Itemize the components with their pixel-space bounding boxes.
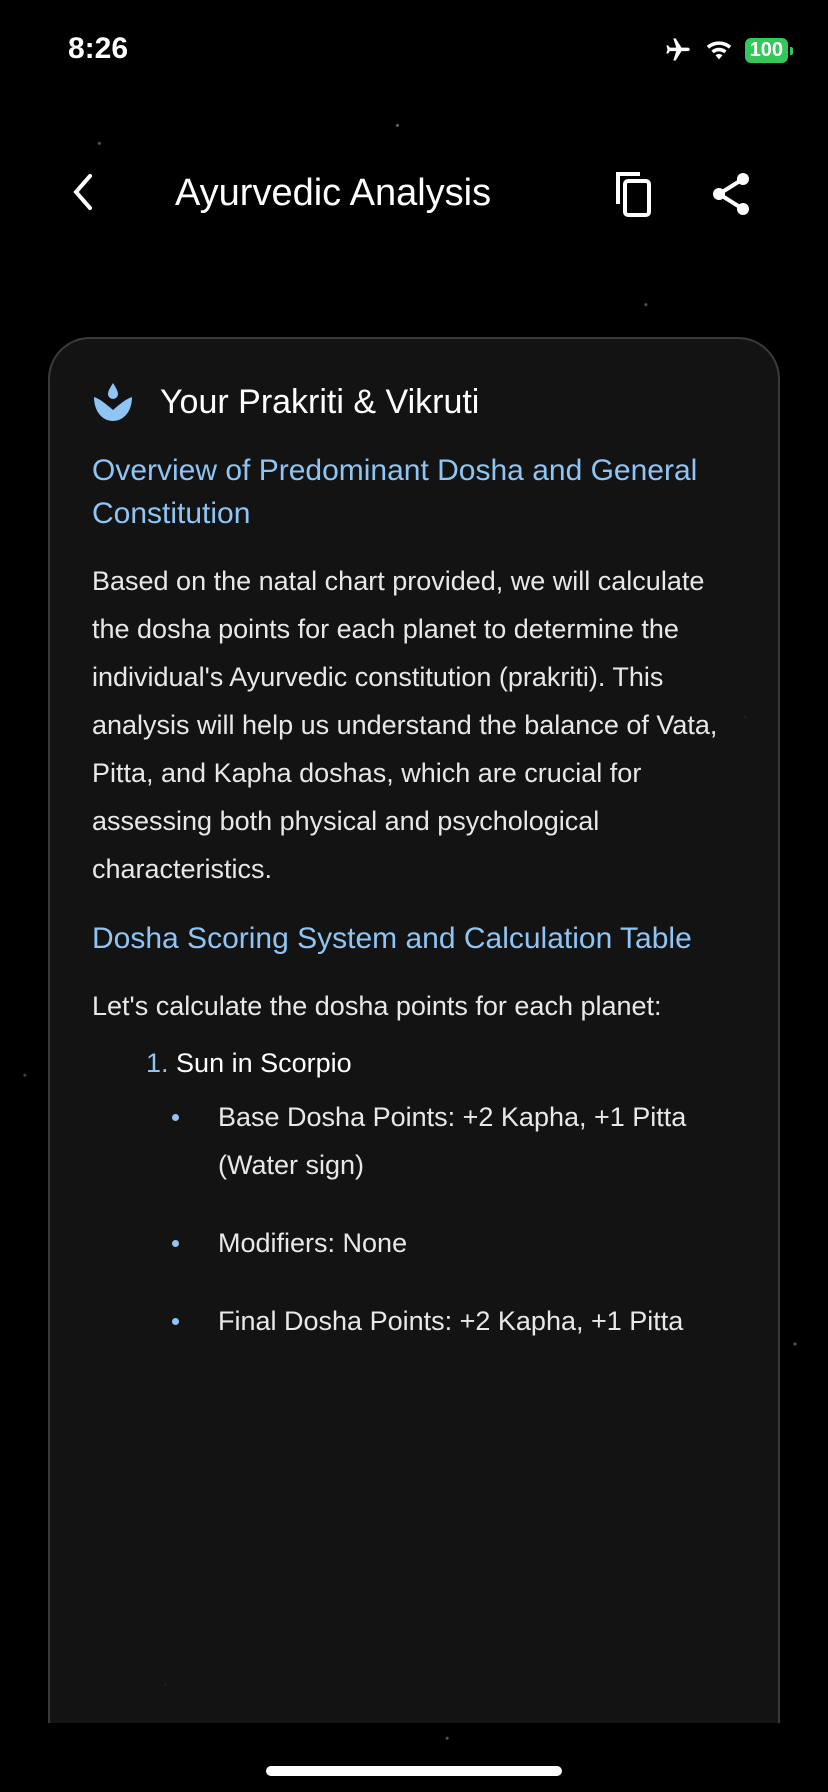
nav-bar xyxy=(0,160,828,224)
status-bar xyxy=(0,30,828,70)
share-button[interactable] xyxy=(710,170,754,223)
bullet-item: Modifiers: None xyxy=(162,1219,738,1267)
analysis-card xyxy=(48,337,780,1723)
bullet-item: Final Dosha Points: +2 Kapha, +1 Pitta xyxy=(162,1297,738,1345)
list-item xyxy=(146,1048,738,1079)
bullet-item: Base Dosha Points: +2 Kapha, +1 Pitta (Water sign) xyxy=(162,1093,738,1189)
share-icon xyxy=(710,170,754,218)
airplane-icon xyxy=(663,36,693,64)
battery-indicator: 100 xyxy=(745,38,788,63)
overview-paragraph: Based on the natal chart provided, we will calculate the dosha points for each planet to determine the individual's Ayurvedic constitution (prakriti). This analysis will help us understand the balance of Vata, Pitta, and Kapha doshas, which are crucial for assessing both physical and psychological characteristics. xyxy=(92,566,718,884)
home-indicator[interactable] xyxy=(266,1766,562,1776)
list-number: 1. xyxy=(146,1048,169,1078)
copy-button[interactable] xyxy=(612,170,656,223)
section-heading-overview: Overview of Predominant Dosha and General Constitution xyxy=(92,454,698,530)
card-title: Your Prakriti & Vikruti xyxy=(160,382,480,421)
copy-icon xyxy=(612,170,656,218)
lotus-icon xyxy=(92,381,134,423)
chevron-left-icon xyxy=(62,168,102,216)
back-button[interactable] xyxy=(62,168,102,216)
section-heading-scoring: Dosha Scoring System and Calculation Table xyxy=(92,922,692,955)
status-time: 8:26 xyxy=(68,32,129,65)
list-item-title: Sun in Scorpio xyxy=(176,1048,352,1078)
page-title: Ayurvedic Analysis xyxy=(175,172,492,214)
wifi-icon xyxy=(705,38,733,62)
bullet-list xyxy=(162,1093,738,1345)
intro-paragraph: Let's calculate the dosha points for each planet: xyxy=(92,991,662,1021)
